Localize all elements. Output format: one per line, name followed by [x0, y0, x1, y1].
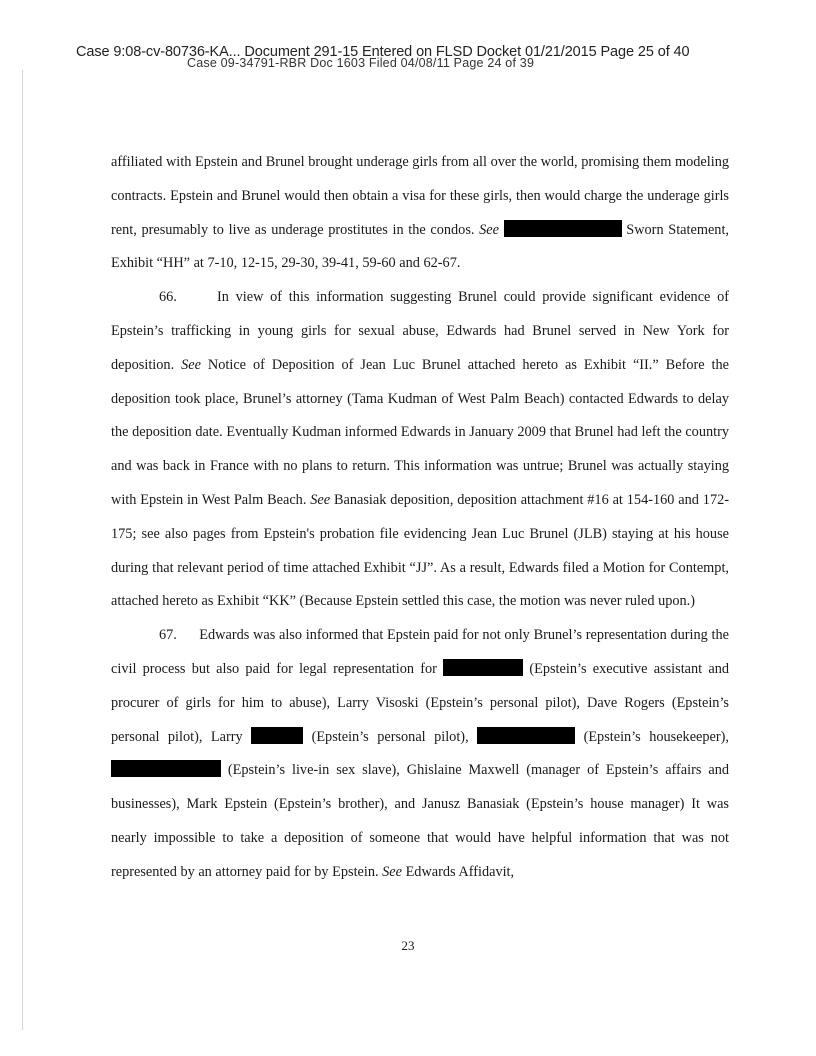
paragraph-continuation: affiliated with Epstein and Brunel brought underage girls from all over the world, promising them modeling contracts. Epstein and Brunel would then obtain a visa for these girls, then would charge the underage girls rent, presumably to live as underage prostitutes in the condos. See Sworn Statement, Exhibit “HH” at 7-10, 12-15, 29-30, 39-41, 59-60 and 62-67. — [111, 154, 729, 272]
paragraph-number: 66. — [159, 289, 177, 306]
citation-signal: See — [181, 356, 201, 373]
scan-edge-line — [22, 70, 23, 1030]
page-number: 23 — [401, 938, 415, 953]
citation-signal: See — [382, 863, 402, 880]
redaction-box — [477, 727, 575, 744]
redaction-box — [443, 659, 523, 676]
redaction-box — [111, 760, 221, 777]
paragraph-66: 66. In view of this information suggesting Brunel could provide significant evidence of Epstein’s trafficking in young girls for sexual abuse, Edwards had Brunel served in New York for deposition. See Notice of Deposition of Jean Luc Brunel attached hereto as Exhibit “II.” Before the deposition took place, Brunel’s attorney (Tama Kudman of West Palm Beach) contacted Edwards to delay the deposition date. Eventually Kudman informed Edwards in January 2009 that Brunel had left the country and was back in France with no plans to return. This information was untrue; Brunel was actually staying with Epstein in West Palm Beach. See Banasiak deposition, deposition attachment #16 at 154-160 and 172-175; see also pages from Epstein's probation file evidencing Jean Luc Brunel (JLB) staying at his house during that relevant period of time attached Exhibit “JJ”. As a result, Edwards filed a Motion for Contempt, attached hereto as Exhibit “KK” (Because Epstein settled this case, the motion was never ruled upon.) — [111, 289, 730, 610]
citation-signal: See — [310, 491, 331, 508]
citation-signal: See — [479, 221, 499, 238]
document-body — [111, 146, 729, 890]
bankruptcy-filing-stamp: Case 09-34791-RBR Doc 1603 Filed 04/08/11 Page 24 of 39 — [187, 56, 535, 70]
paragraph-number: 67. — [159, 627, 177, 644]
redaction-box — [251, 727, 303, 744]
court-filing-stamp: Case 9:08-cv-80736-KA... Document 291-15 Entered on FLSD Docket 01/21/2015 Page 25 of 40 — [76, 44, 690, 60]
redaction-box — [504, 220, 622, 237]
paragraph-67: 67. Edwards was also informed that Epstein paid for not only Brunel’s representation during the civil process but also paid for legal representation for (Epstein’s executive assistant and procurer of girls for him to abuse), Larry Visoski (Epstein’s personal pilot), Dave Rogers (Epstein’s personal pilot), Larry (Epstein’s personal pilot), (Epstein’s housekeeper), (Epstein’s live-in sex slave), Ghislaine Maxwell (manager of Epstein’s affairs and businesses), Mark Epstein (Epstein’s brother), and Janusz Banasiak (Epstein’s house manager) It was nearly impossible to take a deposition of someone that would have helpful information that was not represented by an attorney paid for by Epstein. See Edwards Affidavit, — [111, 627, 729, 880]
